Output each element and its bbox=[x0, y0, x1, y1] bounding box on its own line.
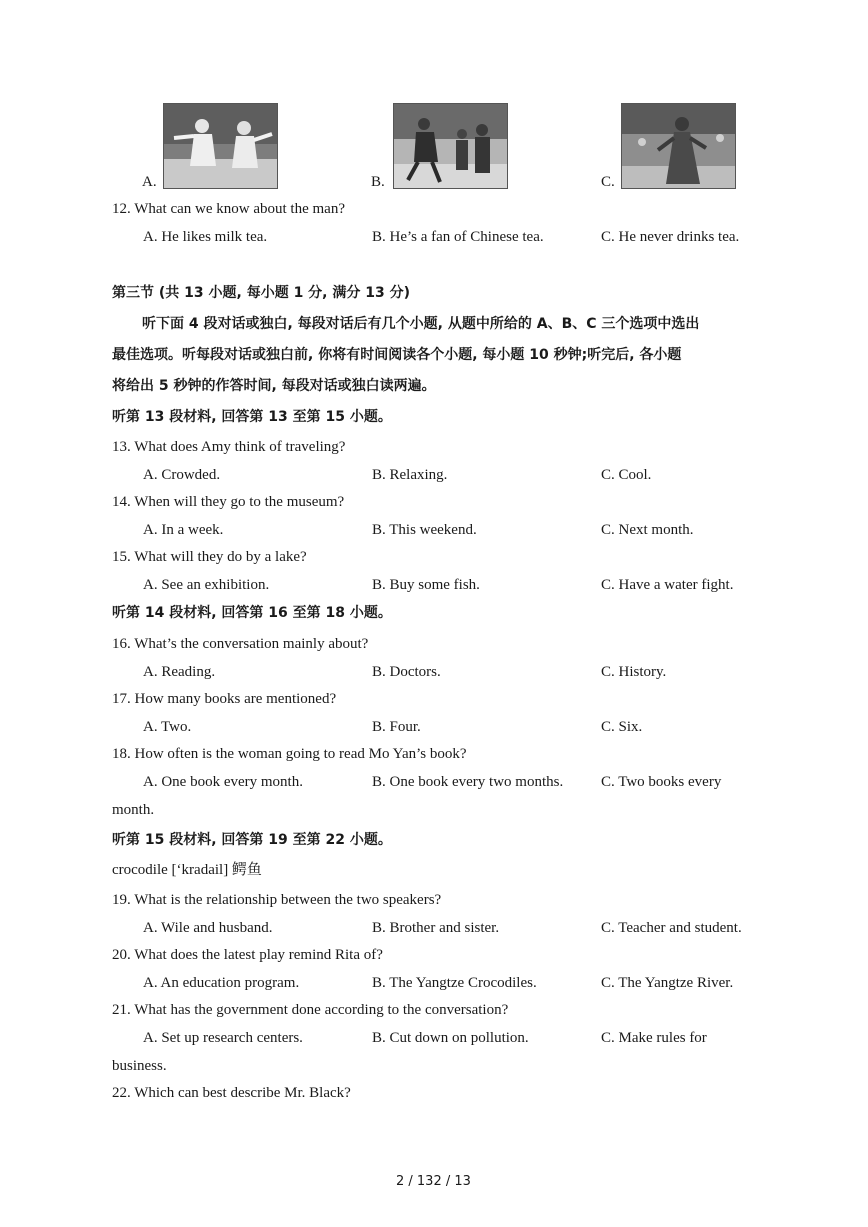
q15-option-c: C. Have a water fight. bbox=[601, 577, 734, 593]
question-15: 15. What will they do by a lake? bbox=[112, 549, 307, 565]
vocab-note: crocodile [‘kradail] 鳄鱼 bbox=[112, 862, 262, 878]
q13-option-c: C. Cool. bbox=[601, 467, 652, 483]
q18-option-a: A. One book every month. bbox=[143, 774, 303, 790]
question-16: 16. What’s the conversation mainly about? bbox=[112, 636, 369, 652]
option-c-letter: C. bbox=[601, 174, 615, 190]
q21-option-c: C. Make rules for bbox=[601, 1030, 707, 1046]
option-a-letter: A. bbox=[142, 174, 157, 190]
q20-option-b: B. The Yangtze Crocodiles. bbox=[372, 975, 537, 991]
option-c-photo bbox=[621, 103, 736, 189]
question-20: 20. What does the latest play remind Rita of? bbox=[112, 947, 383, 963]
q14-option-c: C. Next month. bbox=[601, 522, 694, 538]
q12-option-b: B. He’s a fan of Chinese tea. bbox=[372, 229, 544, 245]
q18-option-c: C. Two books every bbox=[601, 774, 722, 790]
photo-dancer-icon bbox=[622, 104, 735, 188]
q13-option-a: A. Crowded. bbox=[143, 467, 221, 483]
section-instructions-line-3: 将给出 5 秒钟的作答时间, 每段对话或独白读两遍。 bbox=[112, 378, 436, 394]
q20-option-c: C. The Yangtze River. bbox=[601, 975, 734, 991]
option-b-photo bbox=[393, 103, 508, 189]
q21-option-b: B. Cut down on pollution. bbox=[372, 1030, 529, 1046]
photo-two-skaters-icon bbox=[164, 104, 277, 188]
part-13-heading: 听第 13 段材料, 回答第 13 至第 15 小题。 bbox=[112, 409, 392, 425]
question-14: 14. When will they go to the museum? bbox=[112, 494, 345, 510]
q16-option-c: C. History. bbox=[601, 664, 667, 680]
q14-option-a: A. In a week. bbox=[143, 522, 224, 538]
page-number: 2 / 132 / 13 bbox=[396, 1174, 471, 1189]
q19-option-b: B. Brother and sister. bbox=[372, 920, 500, 936]
section-instructions-line-2: 最佳选项。听每段对话或独白前, 你将有时间阅读各个小题, 每小题 10 秒钟;听完后, 各小题 bbox=[112, 347, 682, 363]
q17-option-b: B. Four. bbox=[372, 719, 421, 735]
option-b-letter: B. bbox=[371, 174, 385, 190]
question-18: 18. How often is the woman going to read Mo Yan’s book? bbox=[112, 746, 467, 762]
option-a-photo bbox=[163, 103, 278, 189]
photo-people-on-ice-icon bbox=[394, 104, 507, 188]
question-17: 17. How many books are mentioned? bbox=[112, 691, 337, 707]
q16-option-a: A. Reading. bbox=[143, 664, 216, 680]
q18-option-b: B. One book every two months. bbox=[372, 774, 564, 790]
q12-option-a: A. He likes milk tea. bbox=[143, 229, 268, 245]
q15-option-b: B. Buy some fish. bbox=[372, 577, 480, 593]
part-15-heading: 听第 15 段材料, 回答第 19 至第 22 小题。 bbox=[112, 832, 392, 848]
q20-option-a: A. An education program. bbox=[143, 975, 300, 991]
q21-option-a: A. Set up research centers. bbox=[143, 1030, 303, 1046]
question-12: 12. What can we know about the man? bbox=[112, 201, 345, 217]
question-13: 13. What does Amy think of traveling? bbox=[112, 439, 346, 455]
section-instructions-line-1: 听下面 4 段对话或独白, 每段对话后有几个小题, 从题中所给的 A、B、C 三个选项中选出 bbox=[142, 316, 700, 332]
question-21: 21. What has the government done according to the conversation? bbox=[112, 1002, 509, 1018]
q19-option-c: C. Teacher and student. bbox=[601, 920, 742, 936]
question-22: 22. Which can best describe Mr. Black? bbox=[112, 1085, 351, 1101]
q17-option-c: C. Six. bbox=[601, 719, 643, 735]
q21-option-c-wrap: business. bbox=[112, 1058, 167, 1074]
q19-option-a: A. Wile and husband. bbox=[143, 920, 273, 936]
q14-option-b: B. This weekend. bbox=[372, 522, 477, 538]
question-19: 19. What is the relationship between the two speakers? bbox=[112, 892, 442, 908]
part-14-heading: 听第 14 段材料, 回答第 16 至第 18 小题。 bbox=[112, 605, 392, 621]
q16-option-b: B. Doctors. bbox=[372, 664, 441, 680]
q15-option-a: A. See an exhibition. bbox=[143, 577, 270, 593]
section-title: 第三节 (共 13 小题, 每小题 1 分, 满分 13 分) bbox=[112, 285, 411, 301]
q18-option-c-wrap: month. bbox=[112, 802, 155, 818]
q12-option-c: C. He never drinks tea. bbox=[601, 229, 740, 245]
q13-option-b: B. Relaxing. bbox=[372, 467, 448, 483]
q17-option-a: A. Two. bbox=[143, 719, 192, 735]
